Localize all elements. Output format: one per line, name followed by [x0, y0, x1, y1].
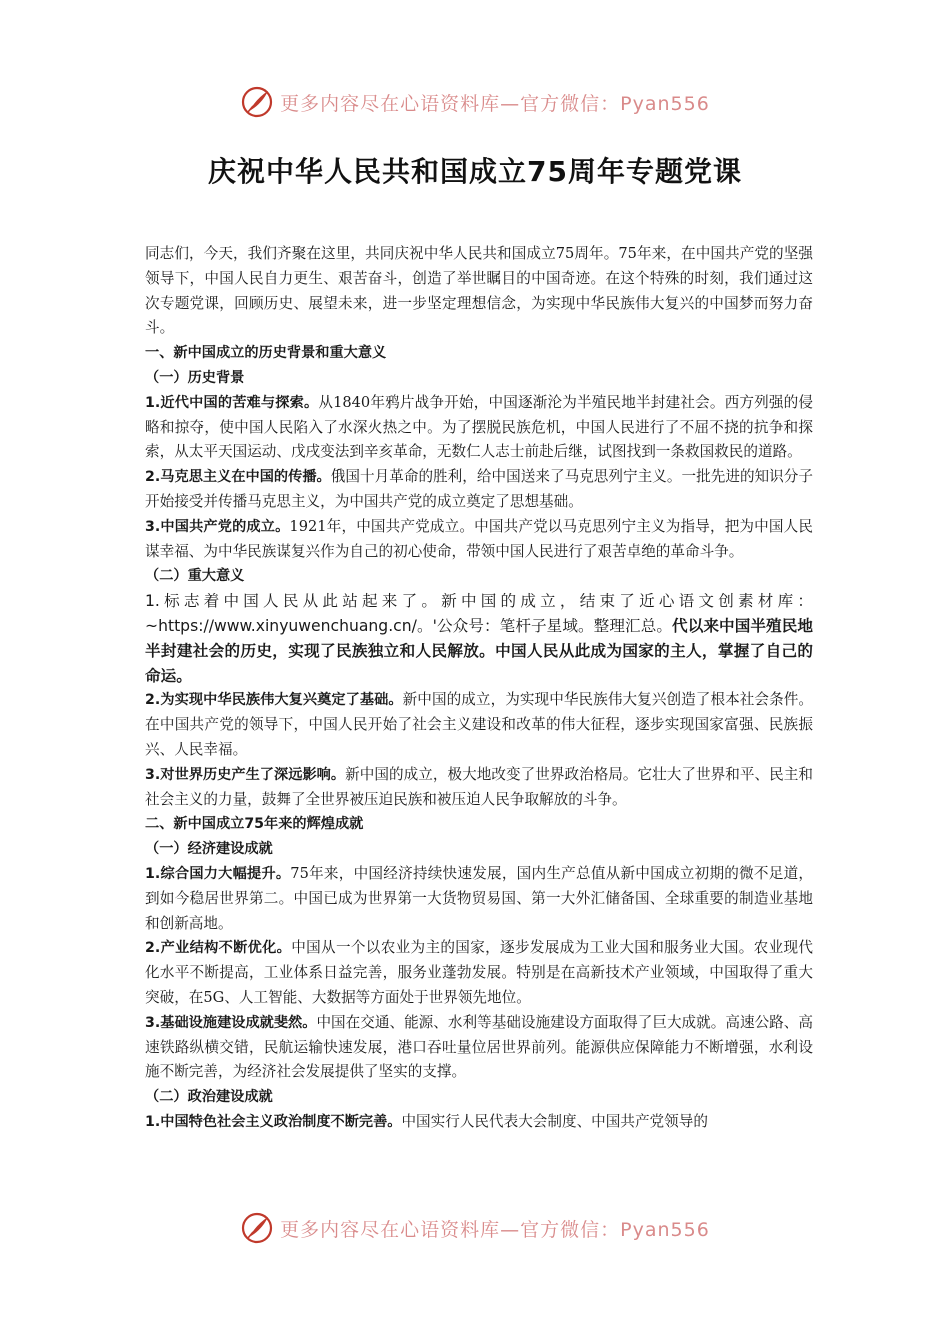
document-body: [145, 242, 813, 1135]
paragraph-lead: 3.中国共产党的成立。: [145, 518, 290, 535]
paragraph-lead: 2.产业结构不断优化。: [145, 940, 292, 957]
paragraph-lead: 2.为实现中华民族伟大复兴奠定了基础。: [145, 692, 403, 709]
paragraph-text: 1921年，中国共产党成立。中国共产党以马克思列宁主义为指导，把为中国人民谋幸福、为中华民族谋复兴作为自己的初心使命，带领中国人民进行了艰苦卓绝的革命斗争。: [145, 517, 813, 560]
paragraph-text: 俄国十月革命的胜利，给中国送来了马克思列宁主义。一批先进的知识分子开始接受并传播马克思主义，为中国共产党的成立奠定了思想基础。: [145, 468, 813, 510]
paragraph: [145, 936, 813, 1010]
paragraph-text-bold: 代以来中国半殖民地半封建社会的历史，实现了民族独立和人民解放。中国人民从此成为国家的主人，掌握了自己的命运。: [145, 616, 813, 685]
watermark-text: 更多内容尽在心语资料库—官方微信：Pyan556: [280, 1218, 710, 1241]
paragraph-text: 75年来，中国经济持续快速发展，国内生产总值从新中国成立初期的微不足道，到如今稳居世界第二。中国已成为世界第一大货物贸易国、第一大外汇储备国、全球重要的制造业基地和创新高地。: [145, 864, 814, 932]
quill-pen-logo-icon: [240, 85, 274, 119]
paragraph: [145, 688, 813, 762]
section-heading: 二、新中国成立75年来的辉煌成就: [145, 816, 364, 833]
section-heading: 一、新中国成立的历史背景和重大意义: [145, 345, 387, 362]
footer-watermark-banner: [0, 1208, 950, 1248]
subsection-heading: （一）历史背景: [145, 369, 245, 386]
paragraph-lead: 1.中国特色社会主义政治制度不断完善。: [145, 1113, 402, 1130]
paragraph: [145, 1110, 813, 1135]
paragraph-text: 从1840年鸦片战争开始，中国逐渐沦为半殖民地半封建社会。西方列强的侵略和掠夺，使中国人民陷入了水深火热之中。为了摆脱民族危机，中国人民进行了不屈不挠的抗争和探索，从太平天国运动、戊戌变法到辛亥革命，无数仁人志士前赴后继，试图找到一条救国救民的道路。: [145, 393, 813, 461]
paragraph-lead: 3.基础设施建设成就斐然。: [145, 1014, 317, 1031]
subsection-heading: （二）政治建设成就: [145, 1089, 273, 1106]
paragraph-text: 中国从一个以农业为主的国家，逐步发展成为工业大国和服务业大国。农业现代化水平不断提高，工业体系日益完善，服务业蓬勃发展。特别是在高新技术产业领域，中国取得了重大突破，在5G、人工智能、大数据等方面处于世界领先地位。: [145, 939, 813, 1006]
paragraph-lead: 1.近代中国的苦难与探索。: [145, 394, 319, 411]
paragraph: [145, 515, 813, 565]
page-title: 庆祝中华人民共和国成立75周年专题党课: [208, 155, 742, 188]
paragraph-text: 中国实行人民代表大会制度、中国共产党领导的: [401, 1112, 708, 1130]
header-watermark-banner: [0, 82, 950, 122]
watermark-text: 更多内容尽在心语资料库—官方微信：Pyan556: [280, 92, 710, 115]
paragraph-text: 新中国的成立，结束了近心语文创素材库：~https://www.xinyuwenchuang.cn/。'公众号：笔杆子星域。整理汇总。: [145, 592, 813, 635]
paragraph-lead: 2.马克思主义在中国的传播。: [145, 469, 331, 486]
subsection-heading: （一）经济建设成就: [145, 841, 273, 858]
paragraph-lead: 3.对世界历史产生了深远影响。: [145, 766, 346, 783]
paragraph-lead: 1.综合国力大幅提升。: [145, 865, 291, 882]
paragraph: [145, 1011, 813, 1085]
paragraph: [145, 862, 813, 936]
paragraph-lead: 1.标志着中国人民从此站起来了。: [145, 592, 442, 611]
paragraph: [145, 391, 813, 465]
quill-pen-logo-icon: [240, 1211, 274, 1245]
paragraph: [145, 589, 813, 688]
paragraph: [145, 465, 813, 515]
subsection-heading: （二）重大意义: [145, 568, 245, 585]
paragraph-text: 新中国的成立，极大地改变了世界政治格局。它壮大了世界和平、民主和社会主义的力量，鼓舞了全世界被压迫民族和被压迫人民争取解放的斗争。: [145, 765, 813, 808]
paragraph-text: 新中国的成立，为实现中华民族伟大复兴创造了根本社会条件。在中国共产党的领导下，中国人民开始了社会主义建设和改革的伟大征程，逐步实现国家富强、民族振兴、人民幸福。: [145, 691, 813, 758]
paragraph-text: 中国在交通、能源、水利等基础设施建设方面取得了巨大成就。高速公路、高速铁路纵横交错，民航运输快速发展，港口吞吐量位居世界前列。能源供应保障能力不断增强，水利设施不断完善，为经济社会发展提供了坚实的支撑。: [145, 1013, 813, 1081]
intro-paragraph: 同志们，今天，我们齐聚在这里，共同庆祝中华人民共和国成立75周年。75年来，在中国共产党的坚强领导下，中国人民自力更生、艰苦奋斗，创造了举世瞩目的中国奇迹。在这个特殊的时刻，我们通过这次专题党课，回顾历史、展望未来，进一步坚定理想信念，为实现中华民族伟大复兴的中国梦而努力奋斗。: [145, 245, 813, 337]
paragraph: [145, 763, 813, 813]
